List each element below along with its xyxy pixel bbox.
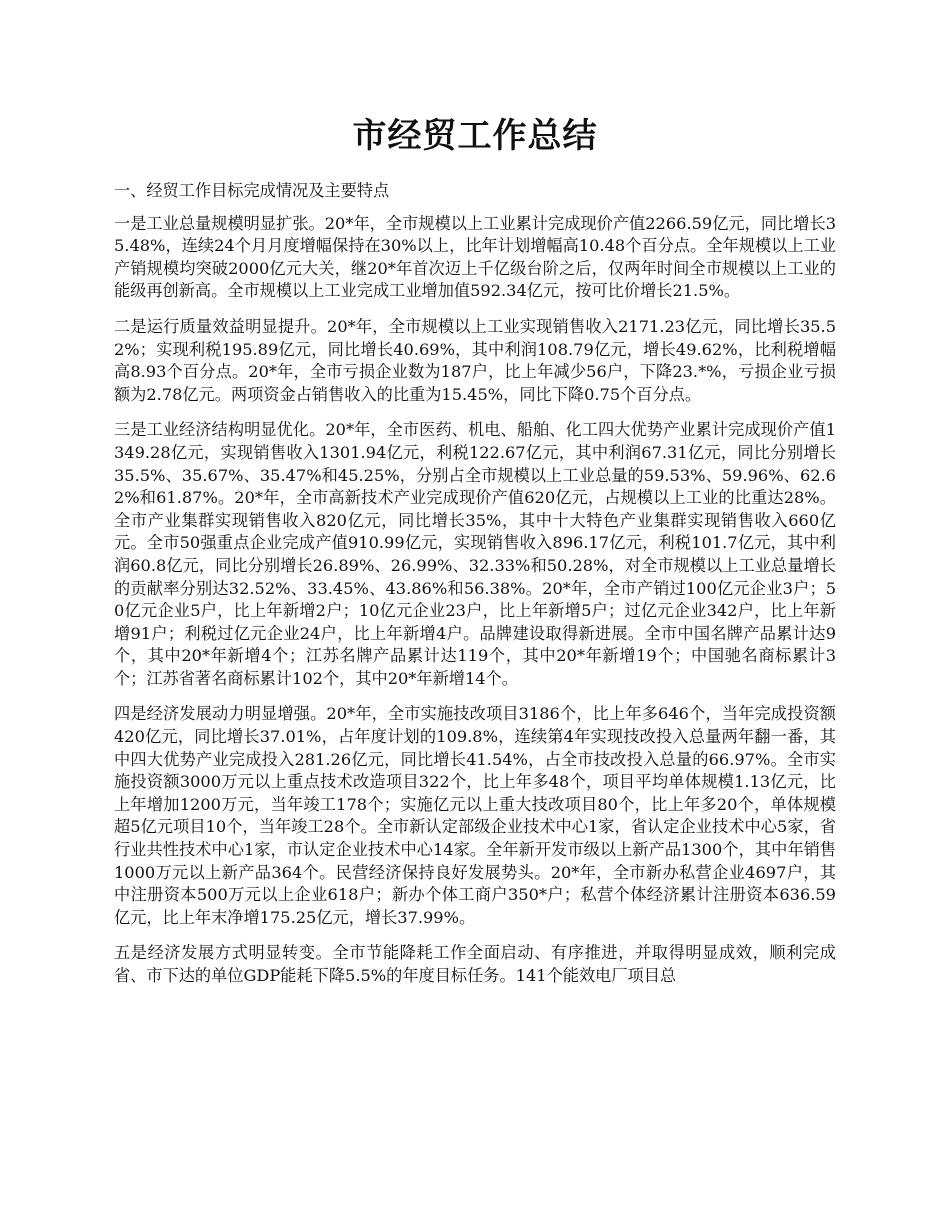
paragraph-development-momentum: 四是经济发展动力明显增强。20*年，全市实施技改项目3186个，比上年多646个，当年完成投资额420亿元，同比增长37.01%，占年度计划的109.8%，连续第4年实现技改投入总量两年翻一番，其中四大优势产业完成投入281.26亿元，同比增长41.54%，占全市技改投入总量的66.97%。全市实施投资额3000万元以上重点技术改造项目322个，比上年多48个，项目平均单体规模1.13亿元，比上年增加1200万元，当年竣工178个；实施亿元以上重大技改项目80个，比上年多20个，单体规模超5亿元项目10个，当年竣工28个。全市新认定部级企业技术中心1家，省认定企业技术中心5家，省行业共性技术中心1家，市认定企业技术中心14家。全年新开发市级以上新产品1300个，其中年销售1000万元以上新产品364个。民营经济保持良好发展势头。20*年，全市新办私营企业4697户，其中注册资本500万元以上企业618户；新办个体工商户350*户；私营个体经济累计注册资本636.59亿元，比上年末净增175.25亿元，增长37.99%。 [114,704,836,927]
paragraph-development-mode: 五是经济发展方式明显转变。全市节能降耗工作全面启动、有序推进，并取得明显成效，顺利完成省、市下达的单位GDP能耗下降5.5%的年度目标任务。141个能效电厂项目总 [114,943,836,985]
document-title: 市经贸工作总结 [352,116,598,156]
section-heading: 一、经贸工作目标完成情况及主要特点 [114,181,390,200]
document-body [114,180,836,1001]
paragraph-industrial-scale: 一是工业总量规模明显扩张。20*年，全市规模以上工业累计完成现价产值2266.59亿元，同比增长35.48%，连续24个月月度增幅保持在30%以上，比年计划增幅高10.48个百分点。全年规模以上工业产销规模均突破2000亿元大关，继20*年首次迈上千亿级台阶之后，仅两年时间全市规模以上工业的能级再创新高。全市规模以上工业完成工业增加值592.34亿元，按可比价增长21.5%。 [114,213,836,301]
paragraph-economic-structure: 三是工业经济结构明显优化。20*年，全市医药、机电、船舶、化工四大优势产业累计完成现价产值1349.28亿元，实现销售收入1301.94亿元，利税122.67亿元，其中利润67.31亿元，同比分别增长35.5%、35.67%、35.47%和45.25%，分别占全市规模以上工业总量的59.53%、59.96%、62.62%和61.87%。20*年，全市高新技术产业完成现价产值620亿元，占规模以上工业的比重达28%。全市产业集群实现销售收入820亿元，同比增长35%，其中十大特色产业集群实现销售收入660亿元。全市50强重点企业完成产值910.99亿元，实现销售收入896.17亿元，利税101.7亿元，其中利润60.8亿元，同比分别增长26.89%、26.99%、32.33%和50.28%，对全市规模以上工业总量增长的贡献率分别达32.52%、33.45%、43.86%和56.38%。20*年，全市产销过100亿元企业3户；50亿元企业5户，比上年新增2户；10亿元企业23户，比上年新增5户；过亿元企业342户，比上年新增91户；利税过亿元企业24户，比上年新增4户。品牌建设取得新进展。全市中国名牌产品累计达9个，其中20*年新增4个；江苏名牌产品累计达119个，其中20*年新增19个；中国驰名商标累计3个；江苏省著名商标累计102个，其中20*年新增14个。 [114,420,836,688]
paragraph-operating-quality: 二是运行质量效益明显提升。20*年，全市规模以上工业实现销售收入2171.23亿元，同比增长35.52%；实现利税195.89亿元，同比增长40.69%，其中利润108.79亿元，增长49.62%，比利税增幅高8.93个百分点。20*年，全市亏损企业数为187户，比上年减少56户，下降23.*%，亏损企业亏损额为2.78亿元。两项资金占销售收入的比重为15.45%，同比下降0.75个百分点。 [114,316,836,404]
